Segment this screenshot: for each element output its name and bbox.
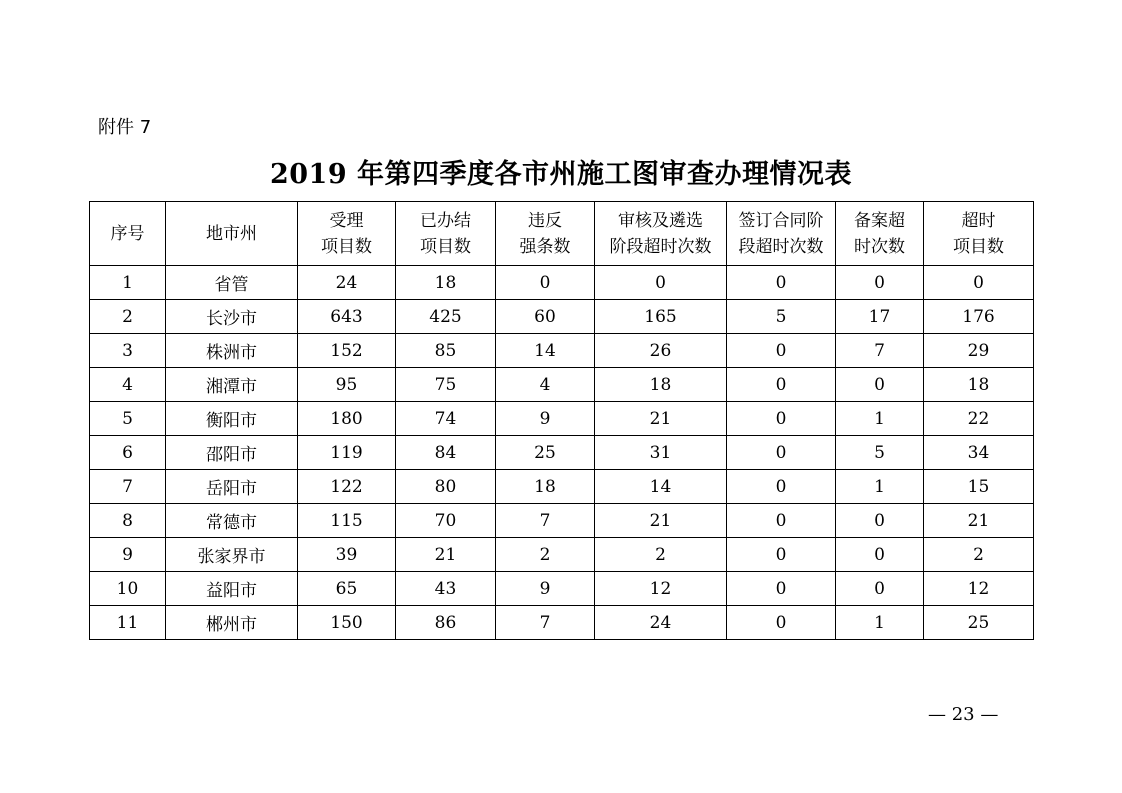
table-cell: 9 (90, 538, 166, 572)
table-cell: 119 (298, 436, 396, 470)
column-header-line: 受理 (329, 210, 364, 231)
table-cell: 25 (924, 606, 1034, 640)
table-cell: 21 (924, 504, 1034, 538)
column-header-line: 项目数 (321, 236, 372, 257)
table-cell: 0 (727, 436, 836, 470)
table-cell: 115 (298, 504, 396, 538)
table-cell: 9 (496, 402, 595, 436)
column-header (595, 202, 727, 266)
table-row (90, 334, 1034, 368)
column-header-line: 签订合同阶 (738, 210, 824, 231)
table-cell: 0 (836, 504, 924, 538)
table-cell: 3 (90, 334, 166, 368)
table-cell: 0 (727, 266, 836, 300)
column-header (727, 202, 836, 266)
table-cell: 1 (90, 266, 166, 300)
table-cell: 176 (924, 300, 1034, 334)
table-cell: 75 (396, 368, 496, 402)
table-cell: 9 (496, 572, 595, 606)
table-cell: 18 (595, 368, 727, 402)
column-header-line: 阶段超时次数 (609, 236, 712, 257)
column-header-line: 地市州 (206, 223, 257, 244)
table-cell: 0 (727, 538, 836, 572)
table-cell: 1 (836, 402, 924, 436)
table-cell: 0 (836, 572, 924, 606)
column-header (836, 202, 924, 266)
table-cell: 0 (924, 266, 1034, 300)
table-cell: 86 (396, 606, 496, 640)
table-cell: 2 (90, 300, 166, 334)
table-cell: 5 (90, 402, 166, 436)
column-header-line: 项目数 (420, 236, 471, 257)
table-cell: 26 (595, 334, 727, 368)
table-cell: 5 (727, 300, 836, 334)
table-cell: 122 (298, 470, 396, 504)
table-cell: 11 (90, 606, 166, 640)
table-cell: 18 (496, 470, 595, 504)
table-cell: 0 (727, 334, 836, 368)
table-cell: 5 (836, 436, 924, 470)
table-cell: 常德市 (166, 504, 298, 538)
document-title: 2019 年第四季度各市州施工图审查办理情况表 (269, 159, 853, 190)
table-cell: 益阳市 (166, 572, 298, 606)
table-row (90, 572, 1034, 606)
table-row (90, 538, 1034, 572)
column-header (166, 202, 298, 266)
table-cell: 0 (727, 368, 836, 402)
column-header (90, 202, 166, 266)
column-header-line: 审核及遴选 (618, 210, 703, 231)
page-number: — 23 — (928, 704, 999, 725)
attachment-label: 附件 7 (98, 117, 152, 138)
table-row (90, 300, 1034, 334)
table-cell: 43 (396, 572, 496, 606)
table-row (90, 470, 1034, 504)
column-header-line: 段超时次数 (738, 236, 824, 257)
table-cell: 省管 (166, 266, 298, 300)
table-cell: 165 (595, 300, 727, 334)
table-cell: 39 (298, 538, 396, 572)
table-cell: 17 (836, 300, 924, 334)
table-cell: 150 (298, 606, 396, 640)
column-header-line: 备案超 (854, 210, 905, 231)
table-cell: 4 (90, 368, 166, 402)
table-cell: 1 (836, 606, 924, 640)
table-cell: 4 (496, 368, 595, 402)
table-cell: 65 (298, 572, 396, 606)
table-cell: 2 (496, 538, 595, 572)
table-cell: 湘潭市 (166, 368, 298, 402)
table-cell: 7 (496, 504, 595, 538)
table-row (90, 436, 1034, 470)
table-row (90, 368, 1034, 402)
column-header-line: 时次数 (854, 236, 905, 257)
table-cell: 株洲市 (166, 334, 298, 368)
table-cell: 邵阳市 (166, 436, 298, 470)
table-cell: 7 (496, 606, 595, 640)
table-cell: 12 (595, 572, 727, 606)
table-cell: 0 (727, 572, 836, 606)
table-cell: 14 (496, 334, 595, 368)
table-cell: 29 (924, 334, 1034, 368)
table-cell: 74 (396, 402, 496, 436)
table-cell: 6 (90, 436, 166, 470)
column-header-line: 超时 (961, 210, 996, 231)
column-header-line: 违反 (528, 210, 562, 231)
table-cell: 84 (396, 436, 496, 470)
table-cell: 7 (836, 334, 924, 368)
table-cell: 0 (595, 266, 727, 300)
table-cell: 0 (836, 368, 924, 402)
table-cell: 34 (924, 436, 1034, 470)
table-cell: 15 (924, 470, 1034, 504)
column-header-line: 已办结 (420, 210, 471, 231)
table-cell: 2 (924, 538, 1034, 572)
table-cell: 60 (496, 300, 595, 334)
table-cell: 0 (496, 266, 595, 300)
table-cell: 180 (298, 402, 396, 436)
table-row (90, 504, 1034, 538)
table-cell: 24 (298, 266, 396, 300)
table-cell: 25 (496, 436, 595, 470)
table-cell: 8 (90, 504, 166, 538)
table-row (90, 606, 1034, 640)
table-body (90, 266, 1034, 640)
table-cell: 22 (924, 402, 1034, 436)
table-cell: 95 (298, 368, 396, 402)
table-cell: 643 (298, 300, 396, 334)
table-cell: 0 (727, 606, 836, 640)
table-cell: 85 (396, 334, 496, 368)
column-header-line: 序号 (110, 223, 145, 244)
column-header (924, 202, 1034, 266)
table-header-row (90, 202, 1034, 266)
column-header (298, 202, 396, 266)
column-header (396, 202, 496, 266)
column-header-line: 项目数 (953, 236, 1004, 257)
table-cell: 10 (90, 572, 166, 606)
table-cell: 21 (396, 538, 496, 572)
table-cell: 1 (836, 470, 924, 504)
table-cell: 2 (595, 538, 727, 572)
table-cell: 21 (595, 504, 727, 538)
table-cell: 70 (396, 504, 496, 538)
table-cell: 14 (595, 470, 727, 504)
table-row (90, 266, 1034, 300)
table-cell: 425 (396, 300, 496, 334)
table-cell: 152 (298, 334, 396, 368)
table-cell: 7 (90, 470, 166, 504)
table-cell: 80 (396, 470, 496, 504)
table-cell: 衡阳市 (166, 402, 298, 436)
table-cell: 0 (836, 266, 924, 300)
table-cell: 18 (924, 368, 1034, 402)
table-cell: 郴州市 (166, 606, 298, 640)
table-cell: 张家界市 (166, 538, 298, 572)
table-cell: 21 (595, 402, 727, 436)
table-cell: 0 (727, 504, 836, 538)
table-cell: 12 (924, 572, 1034, 606)
column-header-line: 强条数 (519, 236, 571, 257)
table-cell: 24 (595, 606, 727, 640)
table-cell: 0 (727, 470, 836, 504)
table-cell: 31 (595, 436, 727, 470)
table-cell: 0 (836, 538, 924, 572)
table-cell: 0 (727, 402, 836, 436)
table-cell: 岳阳市 (166, 470, 298, 504)
column-header (496, 202, 595, 266)
table-row (90, 402, 1034, 436)
table-cell: 长沙市 (166, 300, 298, 334)
table-cell: 18 (396, 266, 496, 300)
review-status-table (89, 201, 1034, 640)
